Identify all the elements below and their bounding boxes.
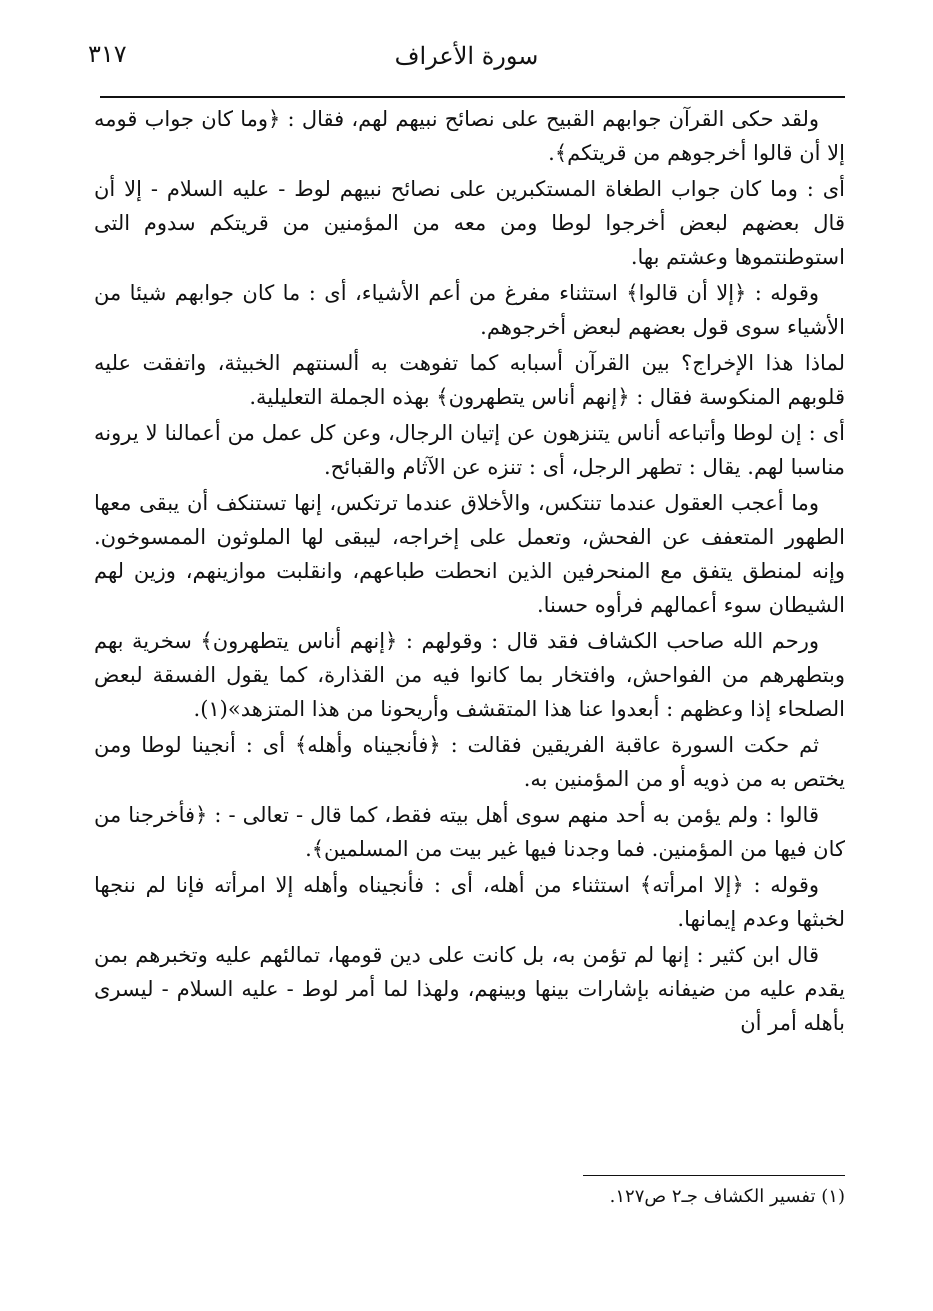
body-text [94,102,845,1042]
footnote-rule [583,1175,845,1176]
paragraph: وقوله : ﴿إلا امرأته﴾ استثناء من أهله، أى : فأنجيناه وأهله إلا امرأته فإنا لم ننجها لخبثها وعدم إيمانها. [94,873,845,931]
paragraph: لماذا هذا الإخراج؟ بين القرآن أسبابه كما تفوهت به ألسنتهم الخبيثة، واتفقت عليه قلوبهم المنكوسة فقال : ﴿إنهم أناس يتطهرون﴾ بهذه الجملة التعليلية. [94,351,845,409]
running-title: سورة الأعراف [394,42,539,70]
paragraph: وما أعجب العقول عندما تنتكس، والأخلاق عندما ترتكس، إنها تستنكف أن يبقى معها الطهور المتعفف عن الفحش، وتعمل على إخراجه، ليبقى لها الملوثون الممسوخون. وإنه لمنطق يتفق مع المنحرفين الذين انحطت طباعهم، وانقلبت موازينهم، وزين لهم الشيطان سوء أعمالهم فرأوه حسنا. [94,491,845,617]
paragraph: ولقد حكى القرآن جوابهم القبيح على نصائح نبيهم لهم، فقال : ﴿وما كان جواب قومه إلا أن قالوا أخرجوهم من قريتكم﴾. [94,107,845,165]
paragraph: ثم حكت السورة عاقبة الفريقين فقالت : ﴿فأنجيناه وأهله﴾ أى : أنجينا لوطا ومن يختص به من ذويه أو من المؤمنين به. [94,733,845,791]
page-number: ٣١٧ [88,40,127,68]
page-header [88,40,845,84]
paragraph: قال ابن كثير : إنها لم تؤمن به، بل كانت على دين قومها، تمالئهم عليه وتخبرهم بمن يقدم عليه من ضيفانه بإشارات بينها وبينهم، ولهذا لما أمر لوط - عليه السلام - ليسرى بأهله أمر أن [94,943,845,1035]
paragraph: ورحم الله صاحب الكشاف فقد قال : وقولهم : ﴿إنهم أناس يتطهرون﴾ سخرية بهم وبتطهرهم من الفواحش، وافتخار بما كانوا فيه من القذارة، كما يقول الفسقة لبعض الصلحاء إذا وعظهم : أبعدوا عنا هذا المتقشف وأريحونا من هذا المتزهد»(١). [94,629,845,721]
header-rule [100,96,845,98]
paragraph: أى : إن لوطا وأتباعه أناس يتنزهون عن إتيان الرجال، وعن كل عمل من أعمالنا لا يرونه مناسبا لهم. يقال : تطهر الرجل، أى : تنزه عن الآثام والقبائح. [94,421,845,479]
paragraph: أى : وما كان جواب الطغاة المستكبرين على نصائح نبيهم لوط - عليه السلام - إلا أن قال بعضهم لبعض أخرجوا لوطا ومن معه من المؤمنين من قريتكم سدوم التى استوطنتموها وعشتم بها. [94,177,845,269]
paragraph: قالوا : ولم يؤمن به أحد منهم سوى أهل بيته فقط، كما قال - تعالى - : ﴿فأخرجنا من كان فيها من المؤمنين. فما وجدنا فيها غير بيت من المسلمين﴾. [94,803,845,861]
footnote: (١) تفسير الكشاف جـ٢ ص١٢٧. [609,1186,845,1207]
paragraph: وقوله : ﴿إلا أن قالوا﴾ استثناء مفرغ من أعم الأشياء، أى : ما كان جوابهم شيئا من الأشياء سوى قول بعضهم لبعض أخرجوهم. [94,281,845,339]
